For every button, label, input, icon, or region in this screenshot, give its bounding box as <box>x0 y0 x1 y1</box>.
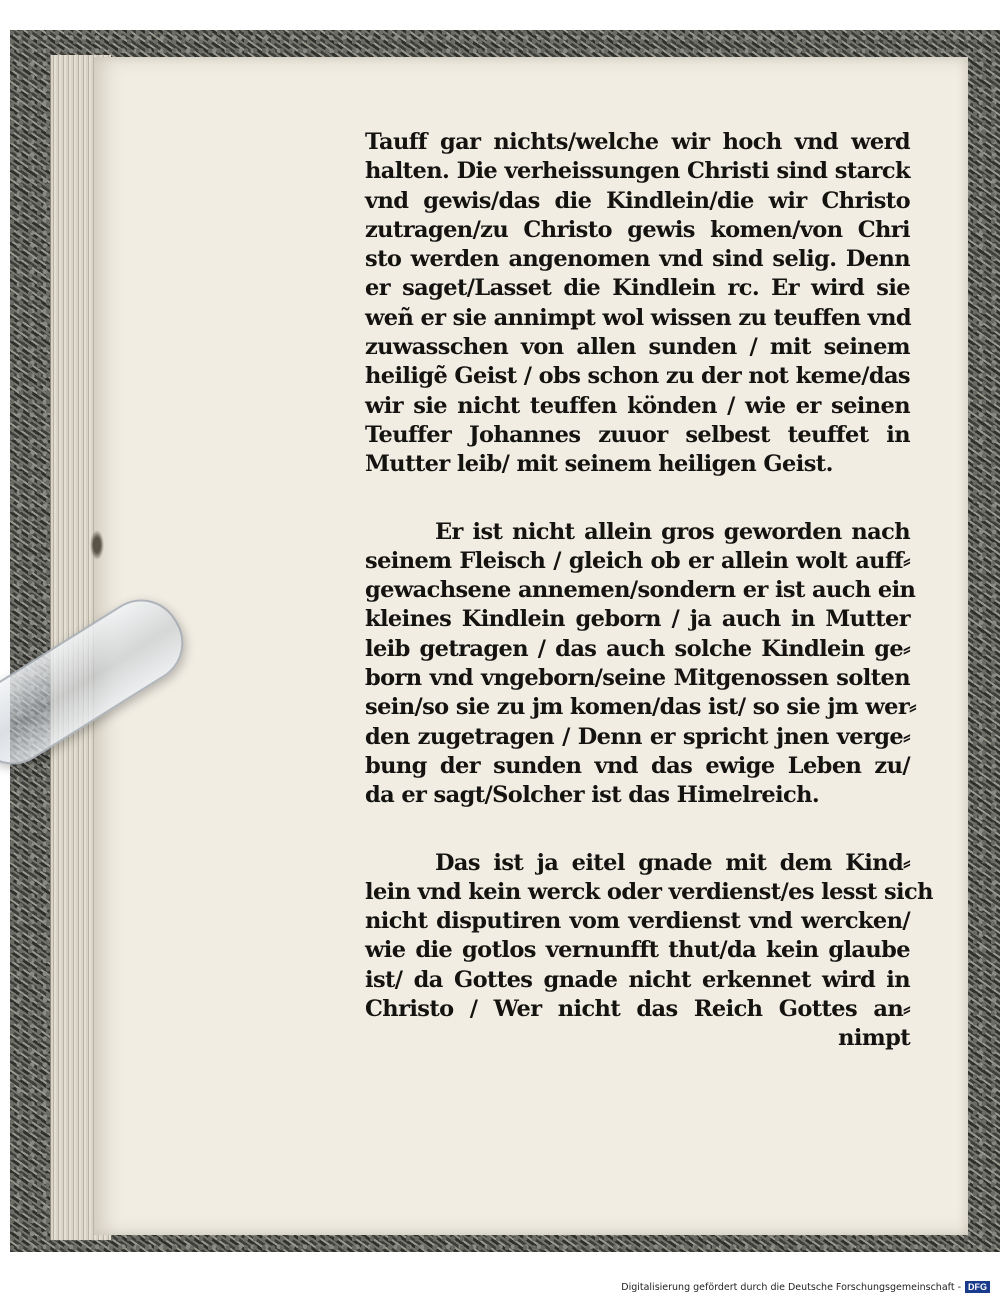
text-line: lein vnd kein werck oder verdienst/es lesst sich <box>365 878 933 905</box>
page-text <box>365 128 933 1054</box>
paragraph-gap <box>365 811 910 849</box>
text-line: sto werden angenomen vnd sind selig. Denn <box>365 246 910 273</box>
text-line: weñ er sie annimpt wol wissen zu teuffen vnd <box>365 304 912 331</box>
text-line: nicht disputiren vom verdienst vnd wercken/ <box>365 908 910 935</box>
text-line: vnd gewis/das die Kindlein/die wir Christo <box>365 187 910 214</box>
text-line: Teuffer Johannes zuuor selbest teuffet in <box>365 421 910 448</box>
ink-stain <box>90 530 104 560</box>
text-line: Christo / Wer nicht das Reich Gottes an⸗ <box>365 996 910 1023</box>
paragraph-3 <box>365 849 933 1054</box>
text-line: da er sagt/Solcher ist das Himelreich. <box>365 782 820 809</box>
footer-credit <box>621 1280 990 1294</box>
catchword: nimpt <box>838 1025 910 1052</box>
text-line: born vnd vngeborn/seine Mitgenossen solten <box>365 665 910 692</box>
text-line: leib getragen / das auch solche Kindlein ge⸗ <box>365 635 910 662</box>
text-line: sein/so sie zu jm komen/das ist/ so sie jm wer⸗ <box>365 694 916 721</box>
funding-credit-text: Digitalisierung gefördert durch die Deutsche Forschungsgemeinschaft - <box>621 1281 961 1293</box>
text-line: bung der sunden vnd das ewige Leben zu/ <box>365 752 910 779</box>
text-line: gewachsene annemen/sondern er ist auch ein <box>365 577 916 604</box>
text-line: heiligẽ Geist / obs schon zu der not keme/das <box>365 363 910 390</box>
text-line: Mutter leib/ mit seinem heiligen Geist. <box>365 451 833 478</box>
text-line: ist/ da Gottes gnade nicht erkennet wird in <box>365 966 910 993</box>
text-line: zutragen/zu Christo gewis komen/von Chri <box>365 216 910 243</box>
text-line: wir sie nicht teuffen könden / wie er seinen <box>365 392 910 419</box>
text-line: er saget/Lasset die Kindlein rc. Er wird sie <box>365 275 910 302</box>
paragraph-2 <box>365 518 916 811</box>
paragraph-gap <box>365 480 910 518</box>
text-line: zuwasschen von allen sunden / mit seinem <box>365 334 910 361</box>
text-line: Tauff gar nichts/welche wir hoch vnd werd <box>365 129 910 155</box>
dfg-logo-icon: DFG <box>965 1281 990 1293</box>
text-line: Er ist nicht allein gros geworden nach <box>435 518 910 545</box>
text-line: halten. Die verheissungen Christi sind starck <box>365 158 910 185</box>
text-line: seinem Fleisch / gleich ob er allein wolt auff⸗ <box>365 547 910 574</box>
text-line: den zugetragen / Denn er spricht jnen verge⸗ <box>365 723 910 750</box>
text-line: wie die gotlos vernunfft thut/da kein glaube <box>365 937 910 964</box>
paragraph-1 <box>365 128 910 480</box>
text-line: Das ist ja eitel gnade mit dem Kind⸗ <box>435 849 910 876</box>
text-line: kleines Kindlein geborn / ja auch in Mutter <box>365 606 910 633</box>
